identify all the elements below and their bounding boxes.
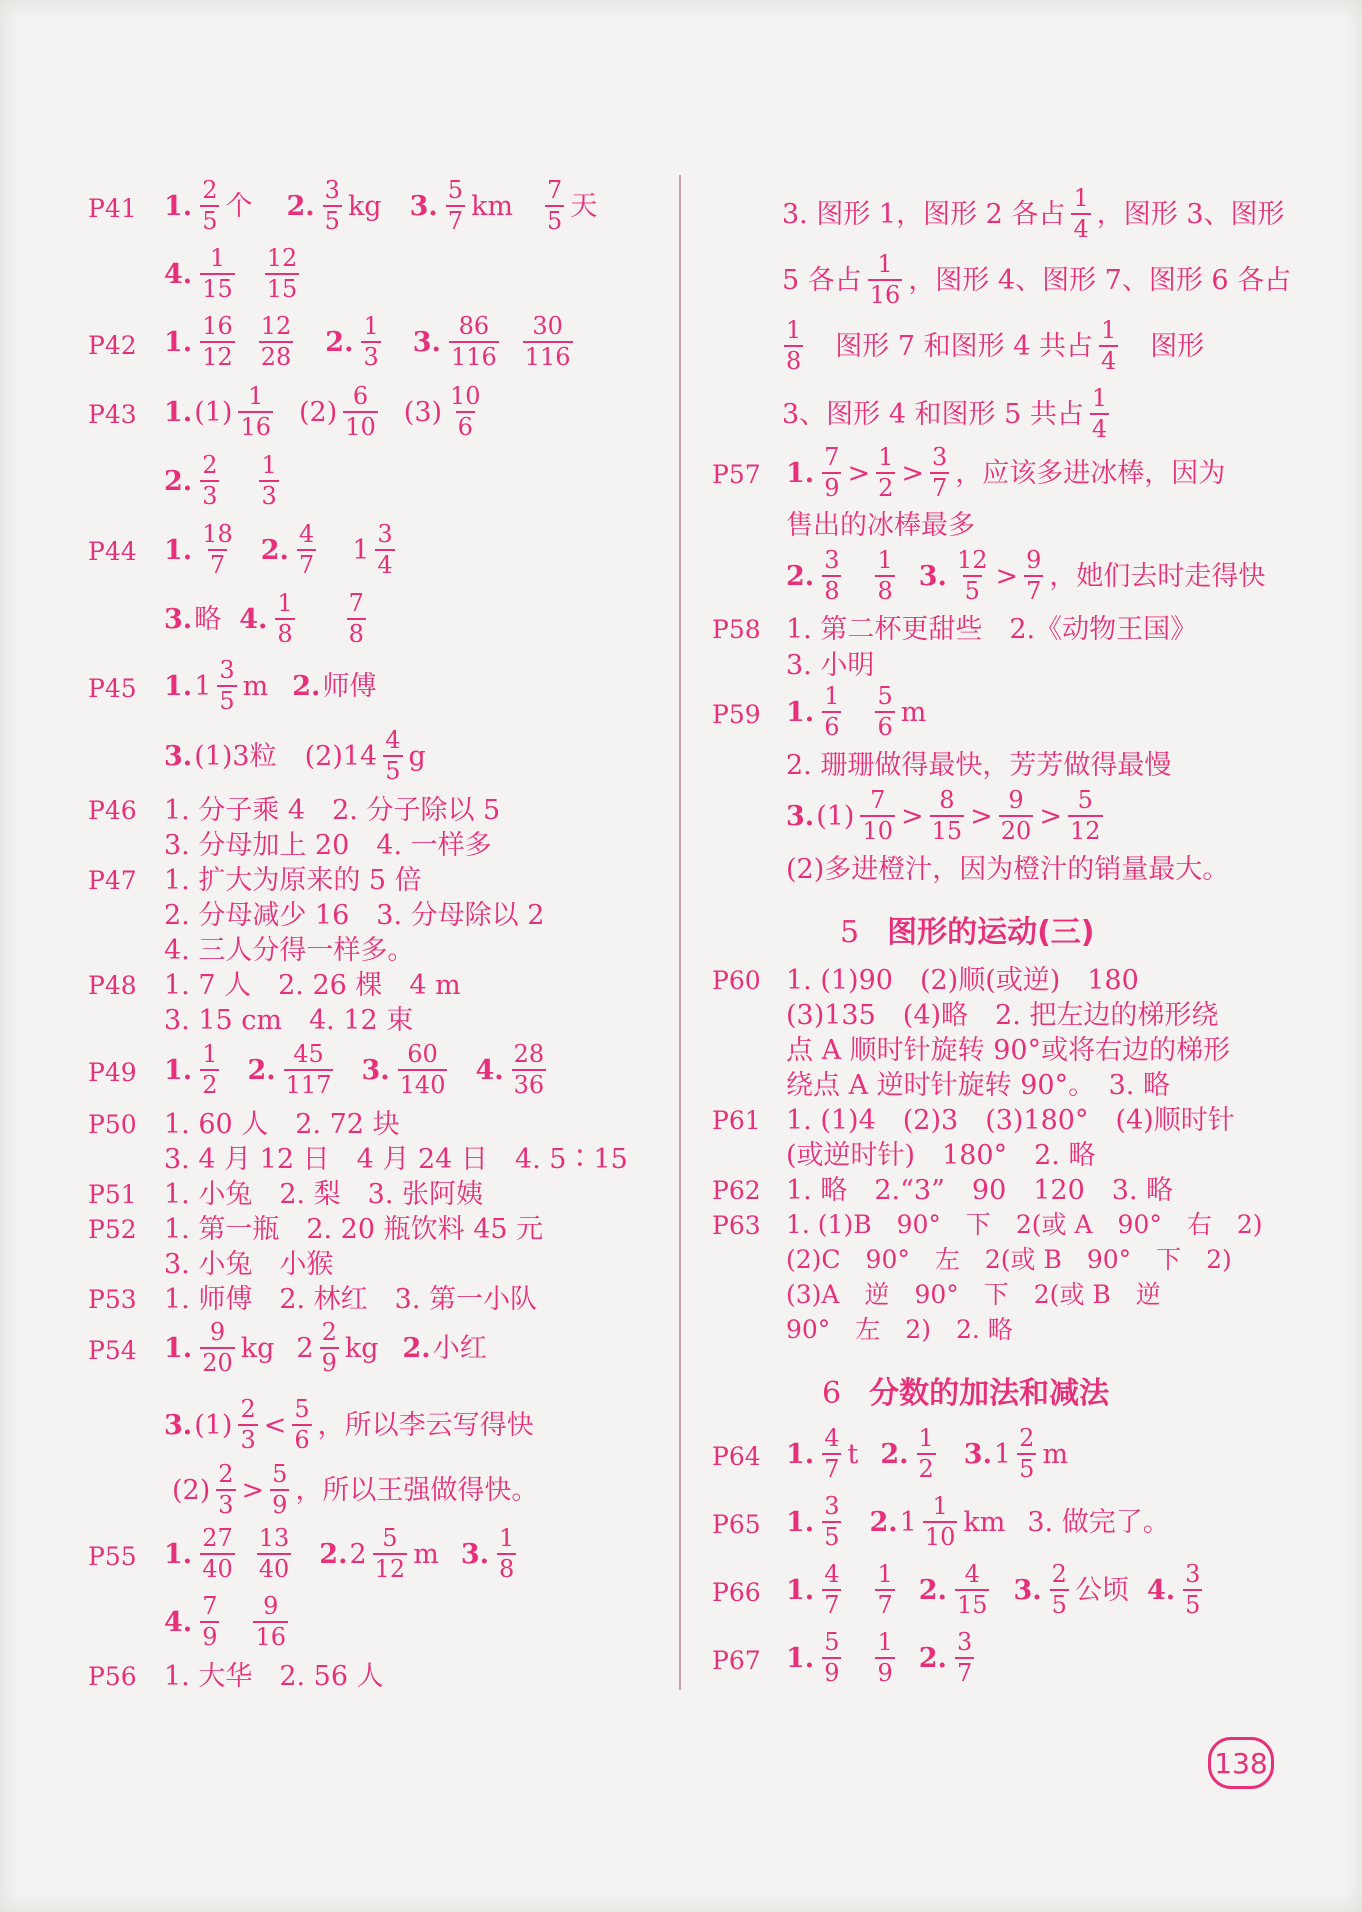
answer-p58-line2: 3. 小明 bbox=[786, 650, 875, 681]
answer-p59-line1: 1. $\frac{1}{6}$ $\frac{5}{6}$ m bbox=[786, 682, 927, 742]
page-ref-p53: P53 bbox=[88, 1285, 137, 1314]
answer-p59-line3: 3. (1) $\frac{7}{10}$ > $\frac{8}{15}$ > $\frac{9}{20}$ > $\frac{5}{12}$ bbox=[786, 786, 1101, 846]
answer-p46-line1: 1. 分子乘 4 2. 分子除以 5 bbox=[164, 795, 501, 826]
page-ref-p67: P67 bbox=[712, 1646, 761, 1675]
page-ref-p44: P44 bbox=[88, 537, 137, 566]
answer-p57-line3: 2. $\frac{3}{8}$ $\frac{1}{8}$ 3. $\frac{12}{5}$ > $\frac{9}{7}$ ，她们去时走得快 bbox=[786, 546, 1266, 606]
answer-p44-line2: 3. 略 4. $\frac{1}{8}$ $\frac{7}{8}$ bbox=[164, 589, 364, 649]
answer-p59-line2: 2. 珊珊做得最快，芳芳做得最慢 bbox=[786, 750, 1172, 781]
answer-p56-3-line2: 5 各占 $\frac{1}{16}$ ，图形 4、图形 7、图形 6 各占 bbox=[782, 250, 1292, 310]
page-ref-p63: P63 bbox=[712, 1211, 761, 1240]
answer-p52-line2: 3. 小兔 小猴 bbox=[164, 1249, 334, 1280]
answer-p54-line2: 3. (1) $\frac{2}{3}$ < $\frac{5}{6}$ ，所以李云写得快 bbox=[164, 1395, 534, 1455]
answer-p42: 1. $\frac{16}{12}$ $\frac{12}{28}$ 2. $\frac{1}{3}$ 3. $\frac{86}{116}$ $\frac{30}{116}$ bbox=[164, 312, 571, 372]
answer-p46-line2: 3. 分母加上 20 4. 一样多 bbox=[164, 830, 492, 861]
answer-p58-line1: 1. 第二杯更甜些 2.《动物王国》 bbox=[786, 614, 1198, 645]
page-ref-p51: P51 bbox=[88, 1180, 137, 1209]
page-ref-p55: P55 bbox=[88, 1542, 137, 1571]
answer-p56-3-line3: $\frac{1}{8}$ 图形 7 和图形 4 共占 $\frac{1}{4}$ 图形 bbox=[786, 316, 1205, 376]
answer-p55-line1: 1. $\frac{27}{40}$ $\frac{13}{40}$ 2. 2 $\frac{5}{12}$ m 3. $\frac{1}{8}$ bbox=[164, 1524, 515, 1584]
page-ref-p46: P46 bbox=[88, 796, 137, 825]
answer-p62: 1. 略 2.“3” 90 120 3. 略 bbox=[786, 1175, 1174, 1206]
answer-p63-line3: (3)A 逆 90° 下 2(或 B 逆 bbox=[786, 1280, 1161, 1309]
answer-p41-line2: 4. $\frac{1}{15}$ $\frac{12}{15}$ bbox=[164, 244, 298, 304]
answer-p50-line1: 1. 60 人 2. 72 块 bbox=[164, 1109, 400, 1140]
answer-p43-line1: 1. (1) $\frac{1}{16}$ (2) $\frac{6}{10}$ (3) $\frac{10}{6}$ bbox=[164, 382, 481, 442]
answer-p43-line2: 2. $\frac{2}{3}$ $\frac{1}{3}$ bbox=[164, 451, 277, 511]
column-divider bbox=[679, 175, 681, 1690]
answer-p56-3-line1: 3. 图形 1，图形 2 各占 $\frac{1}{4}$ ，图形 3、图形 bbox=[782, 184, 1285, 244]
answer-p60-line3: 点 A 顺时针旋转 90°或将右边的梯形 bbox=[786, 1035, 1231, 1066]
answer-p45-line2: 3. (1)3 粒 (2)14 $\frac{4}{5}$ g bbox=[164, 726, 426, 786]
page-ref-p60: P60 bbox=[712, 966, 761, 995]
answer-p48-line2: 3. 15 cm 4. 12 束 bbox=[164, 1005, 414, 1036]
answer-p47-line1: 1. 扩大为原来的 5 倍 bbox=[164, 865, 422, 896]
page-ref-p58: P58 bbox=[712, 615, 761, 644]
section-6-heading: 6 分数的加法和减法 bbox=[822, 1376, 1110, 1411]
answer-p44-line1: 1. $\frac{18}{7}$ 2. $\frac{4}{7}$ 1 $\frac{3}{4}$ bbox=[164, 520, 393, 580]
page-ref-p64: P64 bbox=[712, 1442, 761, 1471]
answer-p45-line1: 1. 1 $\frac{3}{5}$ m 2. 师傅 bbox=[164, 656, 377, 716]
page-ref-p49: P49 bbox=[88, 1058, 137, 1087]
page-ref-p65: P65 bbox=[712, 1510, 761, 1539]
answer-p63-line4: 90° 左 2) 2. 略 bbox=[786, 1315, 1013, 1344]
page-ref-p43: P43 bbox=[88, 400, 137, 429]
page-number: 138 bbox=[1208, 1737, 1274, 1789]
answer-p56-3-line4: 3、图形 4 和图形 5 共占 $\frac{1}{4}$ bbox=[782, 384, 1108, 444]
answer-p59-line4: (2)多进橙汁，因为橙汁的销量最大。 bbox=[786, 854, 1230, 885]
page-ref-p42: P42 bbox=[88, 331, 137, 360]
answer-p55-line2: 4. $\frac{7}{9}$ $\frac{9}{16}$ bbox=[164, 1592, 287, 1652]
page-ref-p48: P48 bbox=[88, 971, 137, 1000]
page-ref-p41: P41 bbox=[88, 194, 137, 223]
answer-p60-line4: 绕点 A 逆时针旋转 90°。 3. 略 bbox=[786, 1070, 1170, 1101]
answer-p61-line1: 1. (1)4 (2)3 (3)180° (4)顺时针 bbox=[786, 1105, 1235, 1136]
page-ref-p54: P54 bbox=[88, 1336, 137, 1365]
answer-p54-line3: (2) $\frac{2}{3}$ > $\frac{5}{9}$ ，所以王强做得快。 bbox=[172, 1460, 539, 1520]
answer-p64: 1. $\frac{4}{7}$ t 2. $\frac{1}{2}$ 3. 1 $\frac{2}{5}$ m bbox=[786, 1424, 1069, 1484]
answer-p53: 1. 师傅 2. 林红 3. 第一小队 bbox=[164, 1284, 538, 1315]
answer-p49: 1. $\frac{1}{2}$ 2. $\frac{45}{117}$ 3. $\frac{60}{140}$ 4. $\frac{28}{36}$ bbox=[164, 1040, 545, 1100]
answer-p52-line1: 1. 第一瓶 2. 20 瓶饮料 45 元 bbox=[164, 1214, 544, 1245]
answer-p47-line2: 2. 分母减少 16 3. 分母除以 2 bbox=[164, 900, 545, 931]
page-ref-p61: P61 bbox=[712, 1106, 761, 1135]
answer-p67: 1. $\frac{5}{9}$ $\frac{1}{9}$ 2. $\frac{3}{7}$ bbox=[786, 1628, 973, 1688]
page-ref-p45: P45 bbox=[88, 674, 137, 703]
page-ref-p66: P66 bbox=[712, 1578, 761, 1607]
page-ref-p56: P56 bbox=[88, 1662, 137, 1691]
answer-p50-line2: 3. 4 月 12 日 4 月 24 日 4. 5∶15 bbox=[164, 1144, 628, 1175]
answer-p48-line1: 1. 7 人 2. 26 棵 4 m bbox=[164, 970, 461, 1001]
page-ref-p59: P59 bbox=[712, 700, 761, 729]
answer-p56: 1. 大华 2. 56 人 bbox=[164, 1661, 384, 1692]
answer-p51: 1. 小兔 2. 梨 3. 张阿姨 bbox=[164, 1179, 484, 1210]
answer-p66: 1. $\frac{4}{7}$ $\frac{1}{7}$ 2. $\frac{4}{15}$ 3. $\frac{2}{5}$ 公顷 4. $\frac{3}{5}$ bbox=[786, 1560, 1201, 1620]
answer-p57-line2: 售出的冰棒最多 bbox=[786, 510, 975, 541]
page-ref-p62: P62 bbox=[712, 1176, 761, 1205]
answer-p41-line1: 1. $\frac{2}{5}$ 个 2. $\frac{3}{5}$ kg 3. $\frac{5}{7}$ km $\frac{7}{5}$ 天 bbox=[164, 176, 598, 236]
answer-p61-line2: (或逆时针) 180° 2. 略 bbox=[786, 1140, 1096, 1171]
section-5-heading: 5 图形的运动(三) bbox=[840, 915, 1095, 950]
answer-p54-line1: 1. $\frac{9}{20}$ kg 2 $\frac{2}{9}$ kg 2. 小红 bbox=[164, 1318, 487, 1378]
answer-p60-line1: 1. (1)90 (2)顺(或逆) 180 bbox=[786, 965, 1139, 996]
page-ref-p52: P52 bbox=[88, 1215, 137, 1244]
answer-p47-line3: 4. 三人分得一样多。 bbox=[164, 935, 415, 966]
answer-p57-line1: 1. $\frac{7}{9}$ > $\frac{1}{2}$ > $\frac{3}{7}$ ，应该多进冰棒，因为 bbox=[786, 443, 1226, 503]
page-ref-p57: P57 bbox=[712, 460, 761, 489]
answer-p63-line2: (2)C 90° 左 2(或 B 90° 下 2) bbox=[786, 1245, 1232, 1274]
page-ref-p47: P47 bbox=[88, 866, 137, 895]
answer-p60-line2: (3)135 (4)略 2. 把左边的梯形绕 bbox=[786, 1000, 1219, 1031]
page-ref-p50: P50 bbox=[88, 1110, 137, 1139]
answer-p63-line1: 1. (1)B 90° 下 2(或 A 90° 右 2) bbox=[786, 1210, 1263, 1239]
answer-p65: 1. $\frac{3}{5}$ 2. 1 $\frac{1}{10}$ km 3. 做完了。 bbox=[786, 1492, 1170, 1552]
